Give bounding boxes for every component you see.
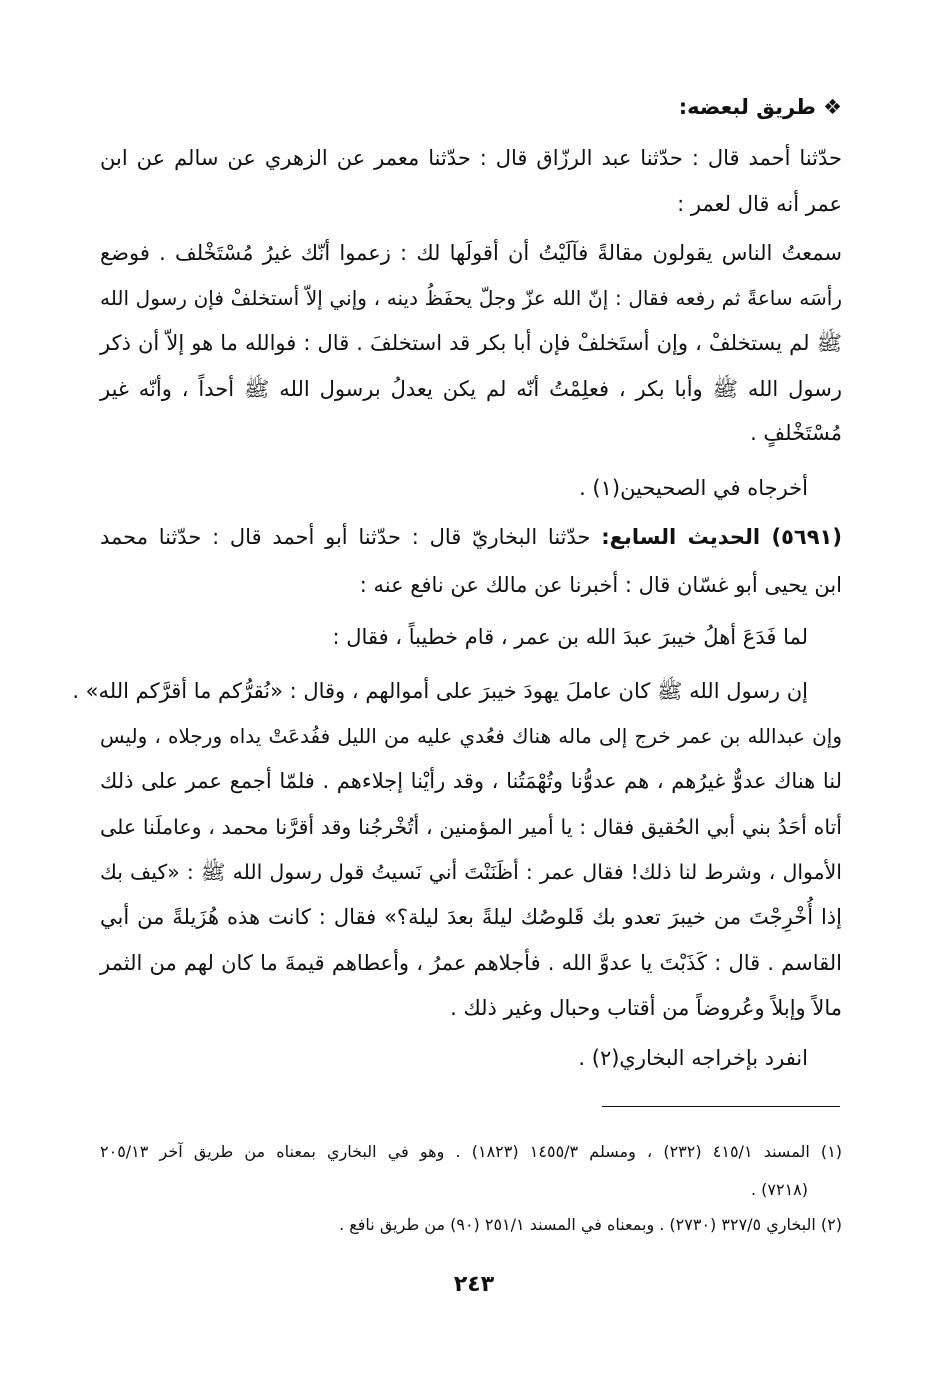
paragraph-line: عمر أنه قال لعمر : [677,192,842,216]
footnote-line: (١) المسند ٤١٥/١ (٢٣٢) ، ومسلم ١٤٥٥/٣ (١٨٢٣) . وهو في البخاري بمعناه من طريق آخر ٢٠٥/١٣ [100,1142,843,1161]
paragraph-line: مُسْتَخْلفٍ . [750,421,842,445]
paragraph-line: حدّثنا أحمد قال : حدّثنا عبد الرزّاق قال : حدّثنا معمر عن الزهري عن سالم عن ابن [100,146,842,170]
paragraph-line: لنا هناك عدوٌّ غيرُهم ، هم عدوُّنا وتُهْمَتُنا ، وقد رأيْنا إجلاءهم . فلمّا أجمع عمر على ذلك [100,769,842,793]
page-number: ٢٤٣ [453,1272,495,1297]
paragraph-line: لما فَدَعَ أهلُ خيبرَ عبدَ الله بن عمر ، قام خطيباً ، فقال : [332,625,808,649]
footnote-line: (٧٢١٨) . [750,1180,808,1199]
hadith-number-label: (٥٦٩١) الحديث السابع: [601,525,842,549]
paragraph-line: سمعتُ الناس يقولون مقالةً فآلَيْتُ أن أقولَها لك : زعموا أنّك غيرُ مُسْتَخْلف . فوضع [100,241,842,265]
paragraph-line: أتاه أحَدُ بني أبي الحُقيق فقال : يا أمير المؤمنين ، أتُخْرجُنا وقد أقرَّنا محمد ، وعاملَنا على [100,815,842,839]
paragraph-line: انفرد بإخراجه البخاري(٢) . [578,1046,808,1070]
paragraph-line: رأسَه ساعةً ثم رفعه فقال : إنّ الله عزّ وجلّ يحفَظُ دينه ، وإني إلاّ أستخلفْ فإن رسول الله [100,286,842,310]
paragraph-line: إذا أُخْرِجْتَ من خيبرَ تعدو بك قَلوصُك ليلةً بعدَ ليلة؟» فقال : كانت هذه هُزَيلةً من أبي [100,905,842,929]
paragraph-line: إن رسول الله ﷺ كان عاملَ يهودَ خيبرَ على أموالهم ، وقال : «نُقرُّكم ما أقرَّكم الله» . [72,679,808,703]
paragraph-line: مالاً وإبلاً وعُروضاً من أقتاب وحبال وغير ذلك . [450,996,842,1020]
paragraph-line: أخرجاه في الصحيحين(١) . [579,476,808,500]
paragraph-line: الأموال ، وشرط لنا ذلك! فقال عمر : أظَنَنْتَ أني نَسيتُ قول رسول الله ﷺ : «كيف بك [100,860,842,884]
hadith-chain-text: حدّثنا البخاريّ قال : حدّثنا أبو أحمد قال : حدّثنا محمد [100,525,602,549]
paragraph-line: وإن عبدالله بن عمر خرج إلى ماله هناك فعُدي عليه من الليل ففُدعَتْ يداه ورجلاه ، وليس [100,724,842,748]
paragraph-line: رسول الله ﷺ وأبا بكر ، فعلِمْتُ أنّه لم يكن يعدلُ برسول الله ﷺ أحداً ، وأنّه غير [100,377,842,401]
footnote-separator [602,1106,840,1107]
section-heading: ❖ طريق لبعضه: [678,95,842,119]
paragraph-line: ﷺ لم يستخلفْ ، وإن أستَخلفْ فإن أبا بكر قد استخلفَ . قال : فوالله ما هو إلاّ أن ذكر [100,331,842,355]
paragraph-line: القاسم . قال : كَذَبْتَ يا عدوَّ الله . فأجلاهم عمرُ ، وأعطاهم قيمةَ ما كان لهم من الثمر [100,951,842,975]
footnote-line: (٢) البخاري ٣٢٧/٥ (٢٧٣٠) . وبمعناه في المسند ٢٥١/١ (٩٠) من طريق نافع . [339,1215,842,1234]
hadith-intro-line [100,522,842,552]
paragraph-line: ابن يحيى أبو غسّان قال : أخبرنا عن مالك عن نافع عنه : [359,573,842,597]
